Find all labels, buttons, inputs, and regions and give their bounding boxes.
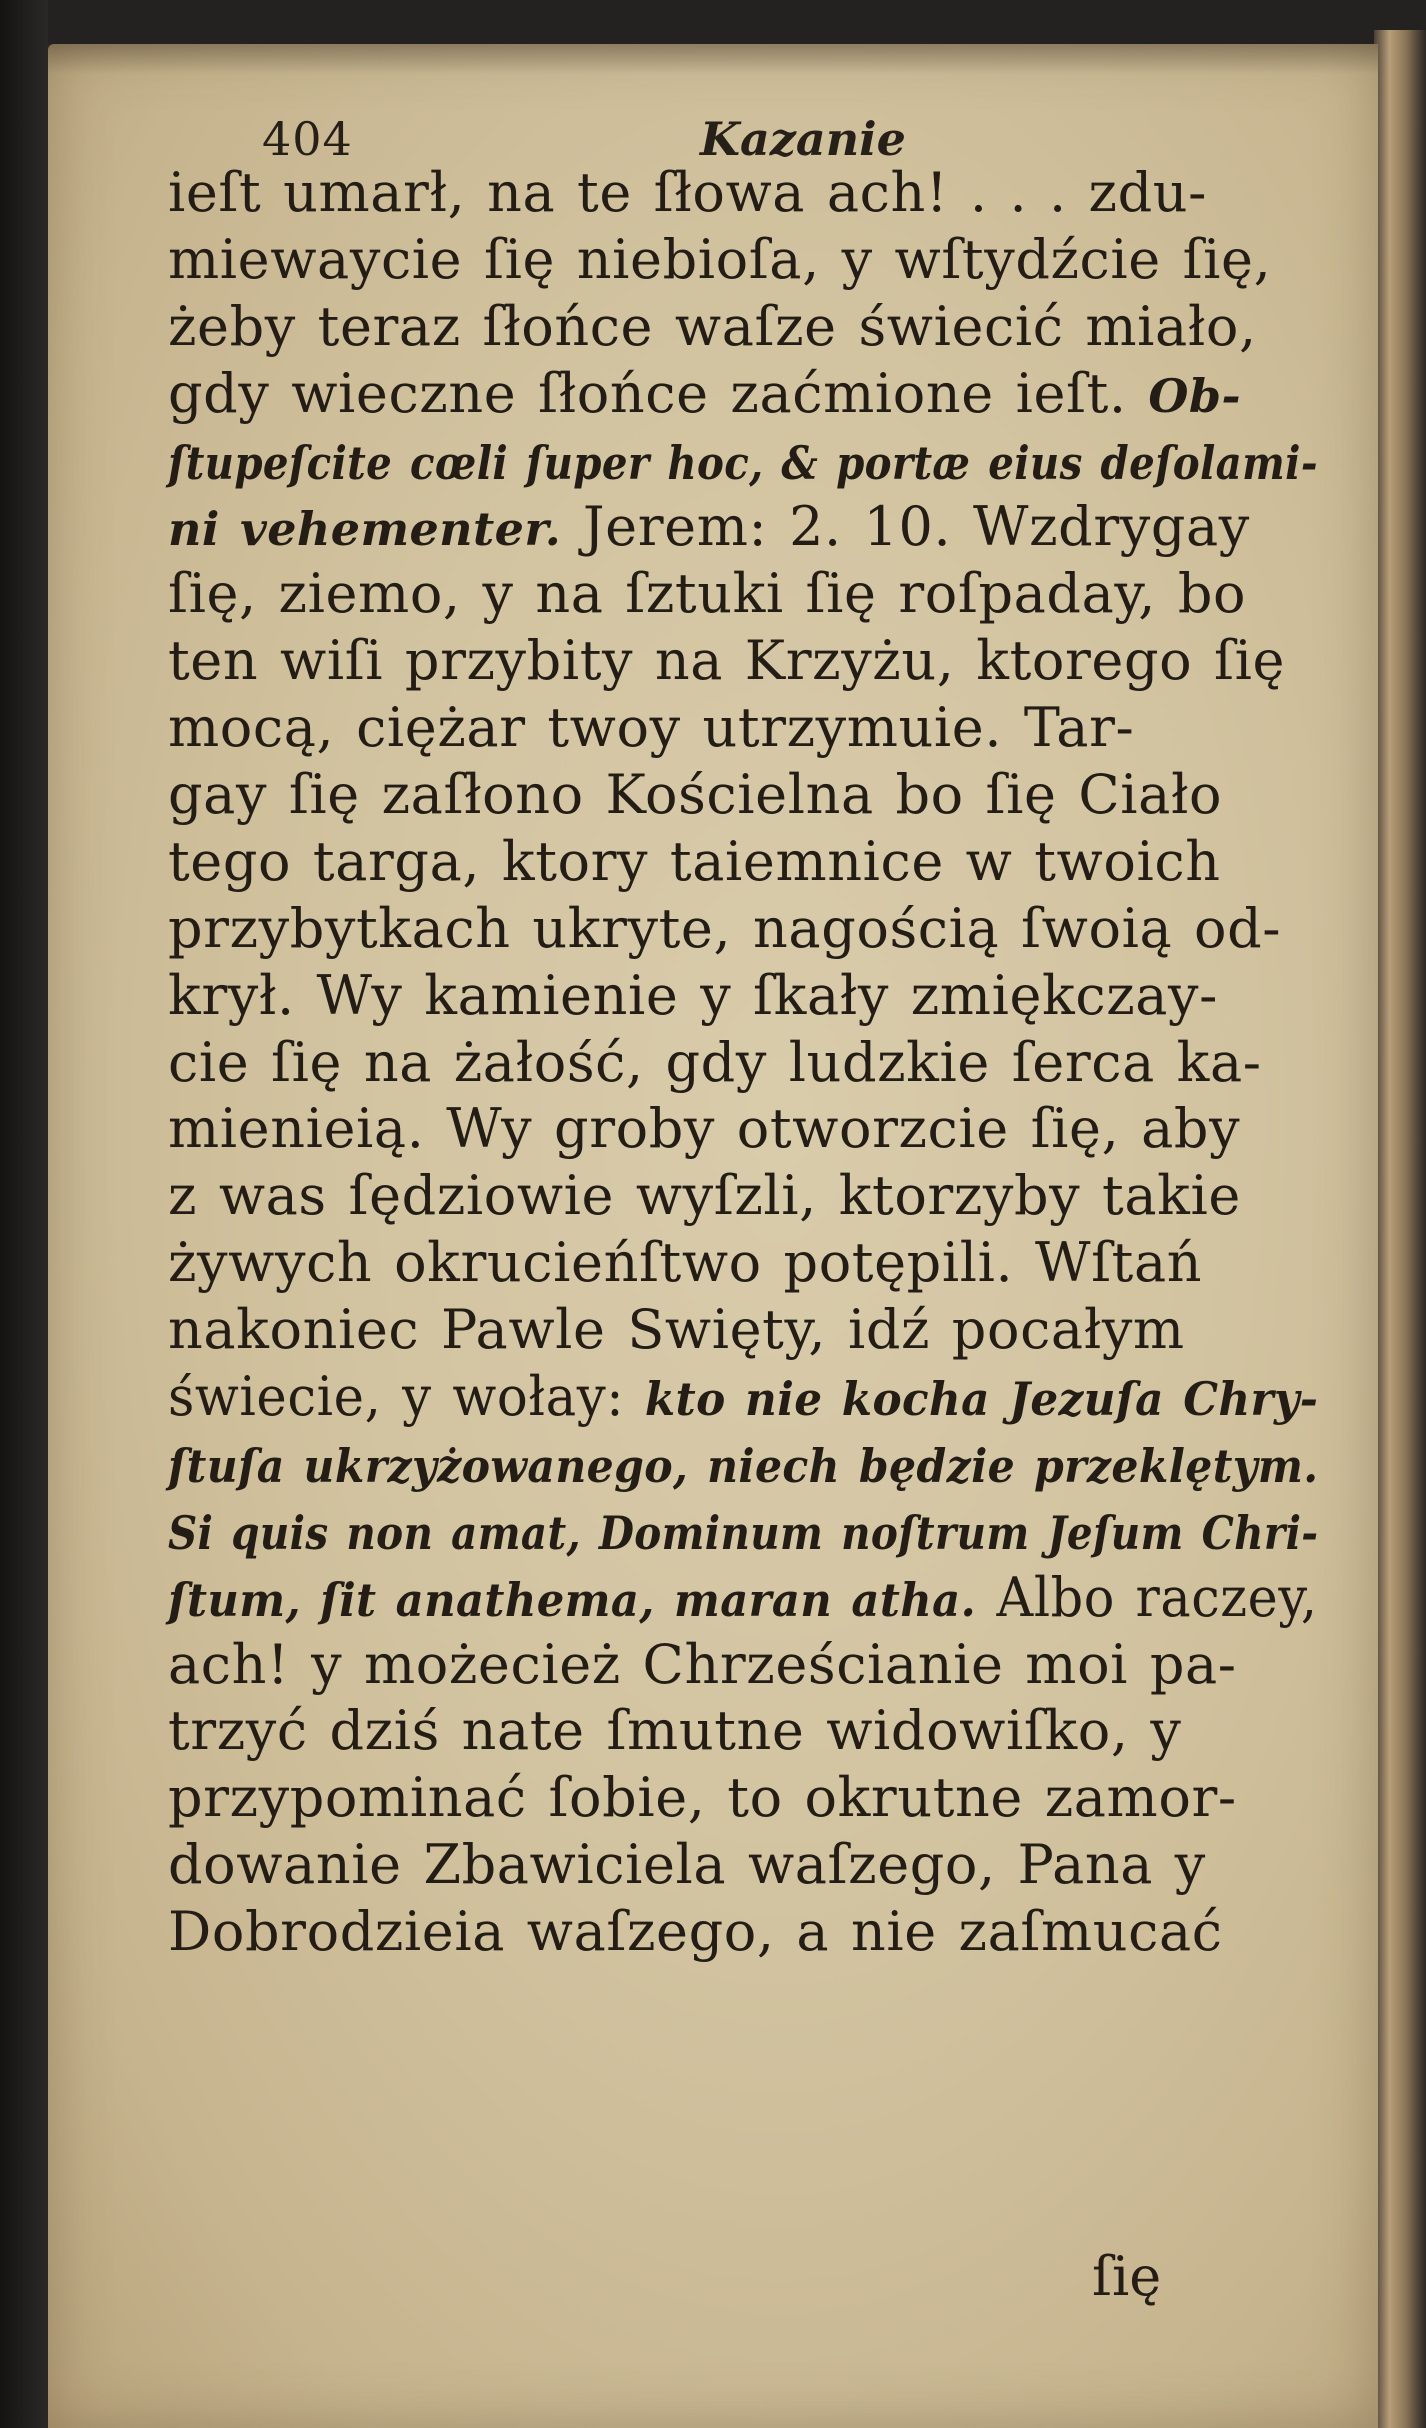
text-line (168, 1030, 1318, 1097)
text-segment: mocą, ciężar twoy utrzymuie. Tar- (168, 696, 1135, 760)
text-line (168, 1632, 1318, 1699)
text-segment: przypominać ſobie, to okrutne zamor- (168, 1766, 1237, 1830)
text-line (168, 361, 1318, 428)
text-line (168, 1698, 1318, 1765)
book-spine-shadow (0, 0, 48, 2428)
text-segment: ach! y możecież Chrześcianie moi pa- (168, 1632, 1237, 1696)
text-line (168, 1364, 1319, 1431)
page-top-shadow (48, 44, 1378, 74)
text-line (168, 160, 1318, 227)
text-segment: gdy wieczne ſłońce zaćmione ieſt. (168, 361, 1149, 425)
text-line (168, 1899, 1318, 1966)
italic-text-segment: ſtupeſcite cœli ſuper hoc, & portæ eius deſolami- (168, 435, 1318, 490)
text-segment: mienieią. Wy groby otworzcie ſię, aby (168, 1097, 1241, 1161)
text-line (168, 494, 1318, 561)
text-line (168, 1230, 1318, 1297)
italic-text-segment: ſtum, ſit anathema, maran atha. (168, 1572, 977, 1627)
italic-text-segment: ſtuſa ukrzyżowanego, niech będzie przeklętym. (168, 1438, 1319, 1493)
text-line (168, 628, 1318, 695)
text-segment: miewaycie ſię niebioſa, y wſtydźcie ſię, (168, 227, 1272, 291)
text-segment: trzyć dziś nate ſmutne widowiſko, y (168, 1699, 1182, 1763)
text-line (168, 1832, 1318, 1899)
italic-text-segment: Si quis non amat, Dominum noſtrum Jeſum Chri- (168, 1505, 1319, 1560)
text-segment: z was ſędziowie wyſzli, ktorzyby takie (168, 1164, 1241, 1228)
italic-text-segment: kto nie kocha Jezuſa Chry- (644, 1372, 1319, 1427)
text-segment: przybytkach ukryte, nagością ſwoią od- (168, 896, 1282, 960)
text-segment: żywych okrucieńſtwo potępili. Wſtań (168, 1231, 1203, 1295)
text-line (168, 896, 1318, 963)
text-segment: tego targa, ktory taiemnice w twoich (168, 829, 1221, 893)
text-segment: Albo raczey, (976, 1565, 1318, 1629)
text-segment: gay ſię zaſłono Kościelna bo ſię Ciało (168, 763, 1223, 827)
catchword: ſię (1092, 2245, 1162, 2308)
text-segment: żeby teraz ſłońce waſze świecić miało, (168, 294, 1257, 358)
text-segment: nakoniec Pawle Swięty, idź pocałym (168, 1298, 1185, 1362)
text-segment: ſię, ziemo, y na ſztuki ſię roſpaday, bo (168, 562, 1247, 626)
text-line (168, 1431, 1319, 1498)
text-segment: cie ſię na żałość, gdy ludzkie ſerca ka- (168, 1030, 1262, 1094)
text-line (168, 1498, 1319, 1565)
text-line (168, 1096, 1318, 1163)
text-line (168, 561, 1318, 628)
text-segment: świecie, y wołay: (168, 1365, 645, 1429)
text-segment: dowanie Zbawiciela waſzego, Pana y (168, 1833, 1206, 1897)
text-line (168, 695, 1318, 762)
text-segment: ten wiſi przybity na Krzyżu, ktorego ſię (168, 629, 1286, 693)
text-segment: ieſt umarł, na te ſłowa ach! . . . zdu- (168, 161, 1207, 224)
text-line (168, 1163, 1318, 1230)
text-segment: Jerem: 2. 10. Wzdrygay (561, 495, 1250, 559)
text-segment: Dobrodzieia waſzego, a nie zaſmucać (168, 1900, 1223, 1964)
body-text (168, 160, 1318, 1966)
running-title: Kazanie (700, 112, 906, 166)
text-line (168, 1565, 1318, 1632)
italic-text-segment: Ob- (1148, 368, 1241, 423)
text-segment: krył. Wy kamienie y ſkały zmiękczay- (168, 963, 1218, 1027)
text-line (168, 762, 1318, 829)
text-line (168, 829, 1318, 896)
text-line (168, 963, 1318, 1030)
text-line (168, 294, 1318, 361)
italic-text-segment: ni vehementer. (168, 502, 562, 557)
text-line (168, 1297, 1318, 1364)
text-line (168, 428, 1318, 495)
next-page-edge (1374, 30, 1426, 2428)
text-line (168, 227, 1318, 294)
page-number: 404 (262, 112, 353, 166)
text-line (168, 1765, 1318, 1832)
